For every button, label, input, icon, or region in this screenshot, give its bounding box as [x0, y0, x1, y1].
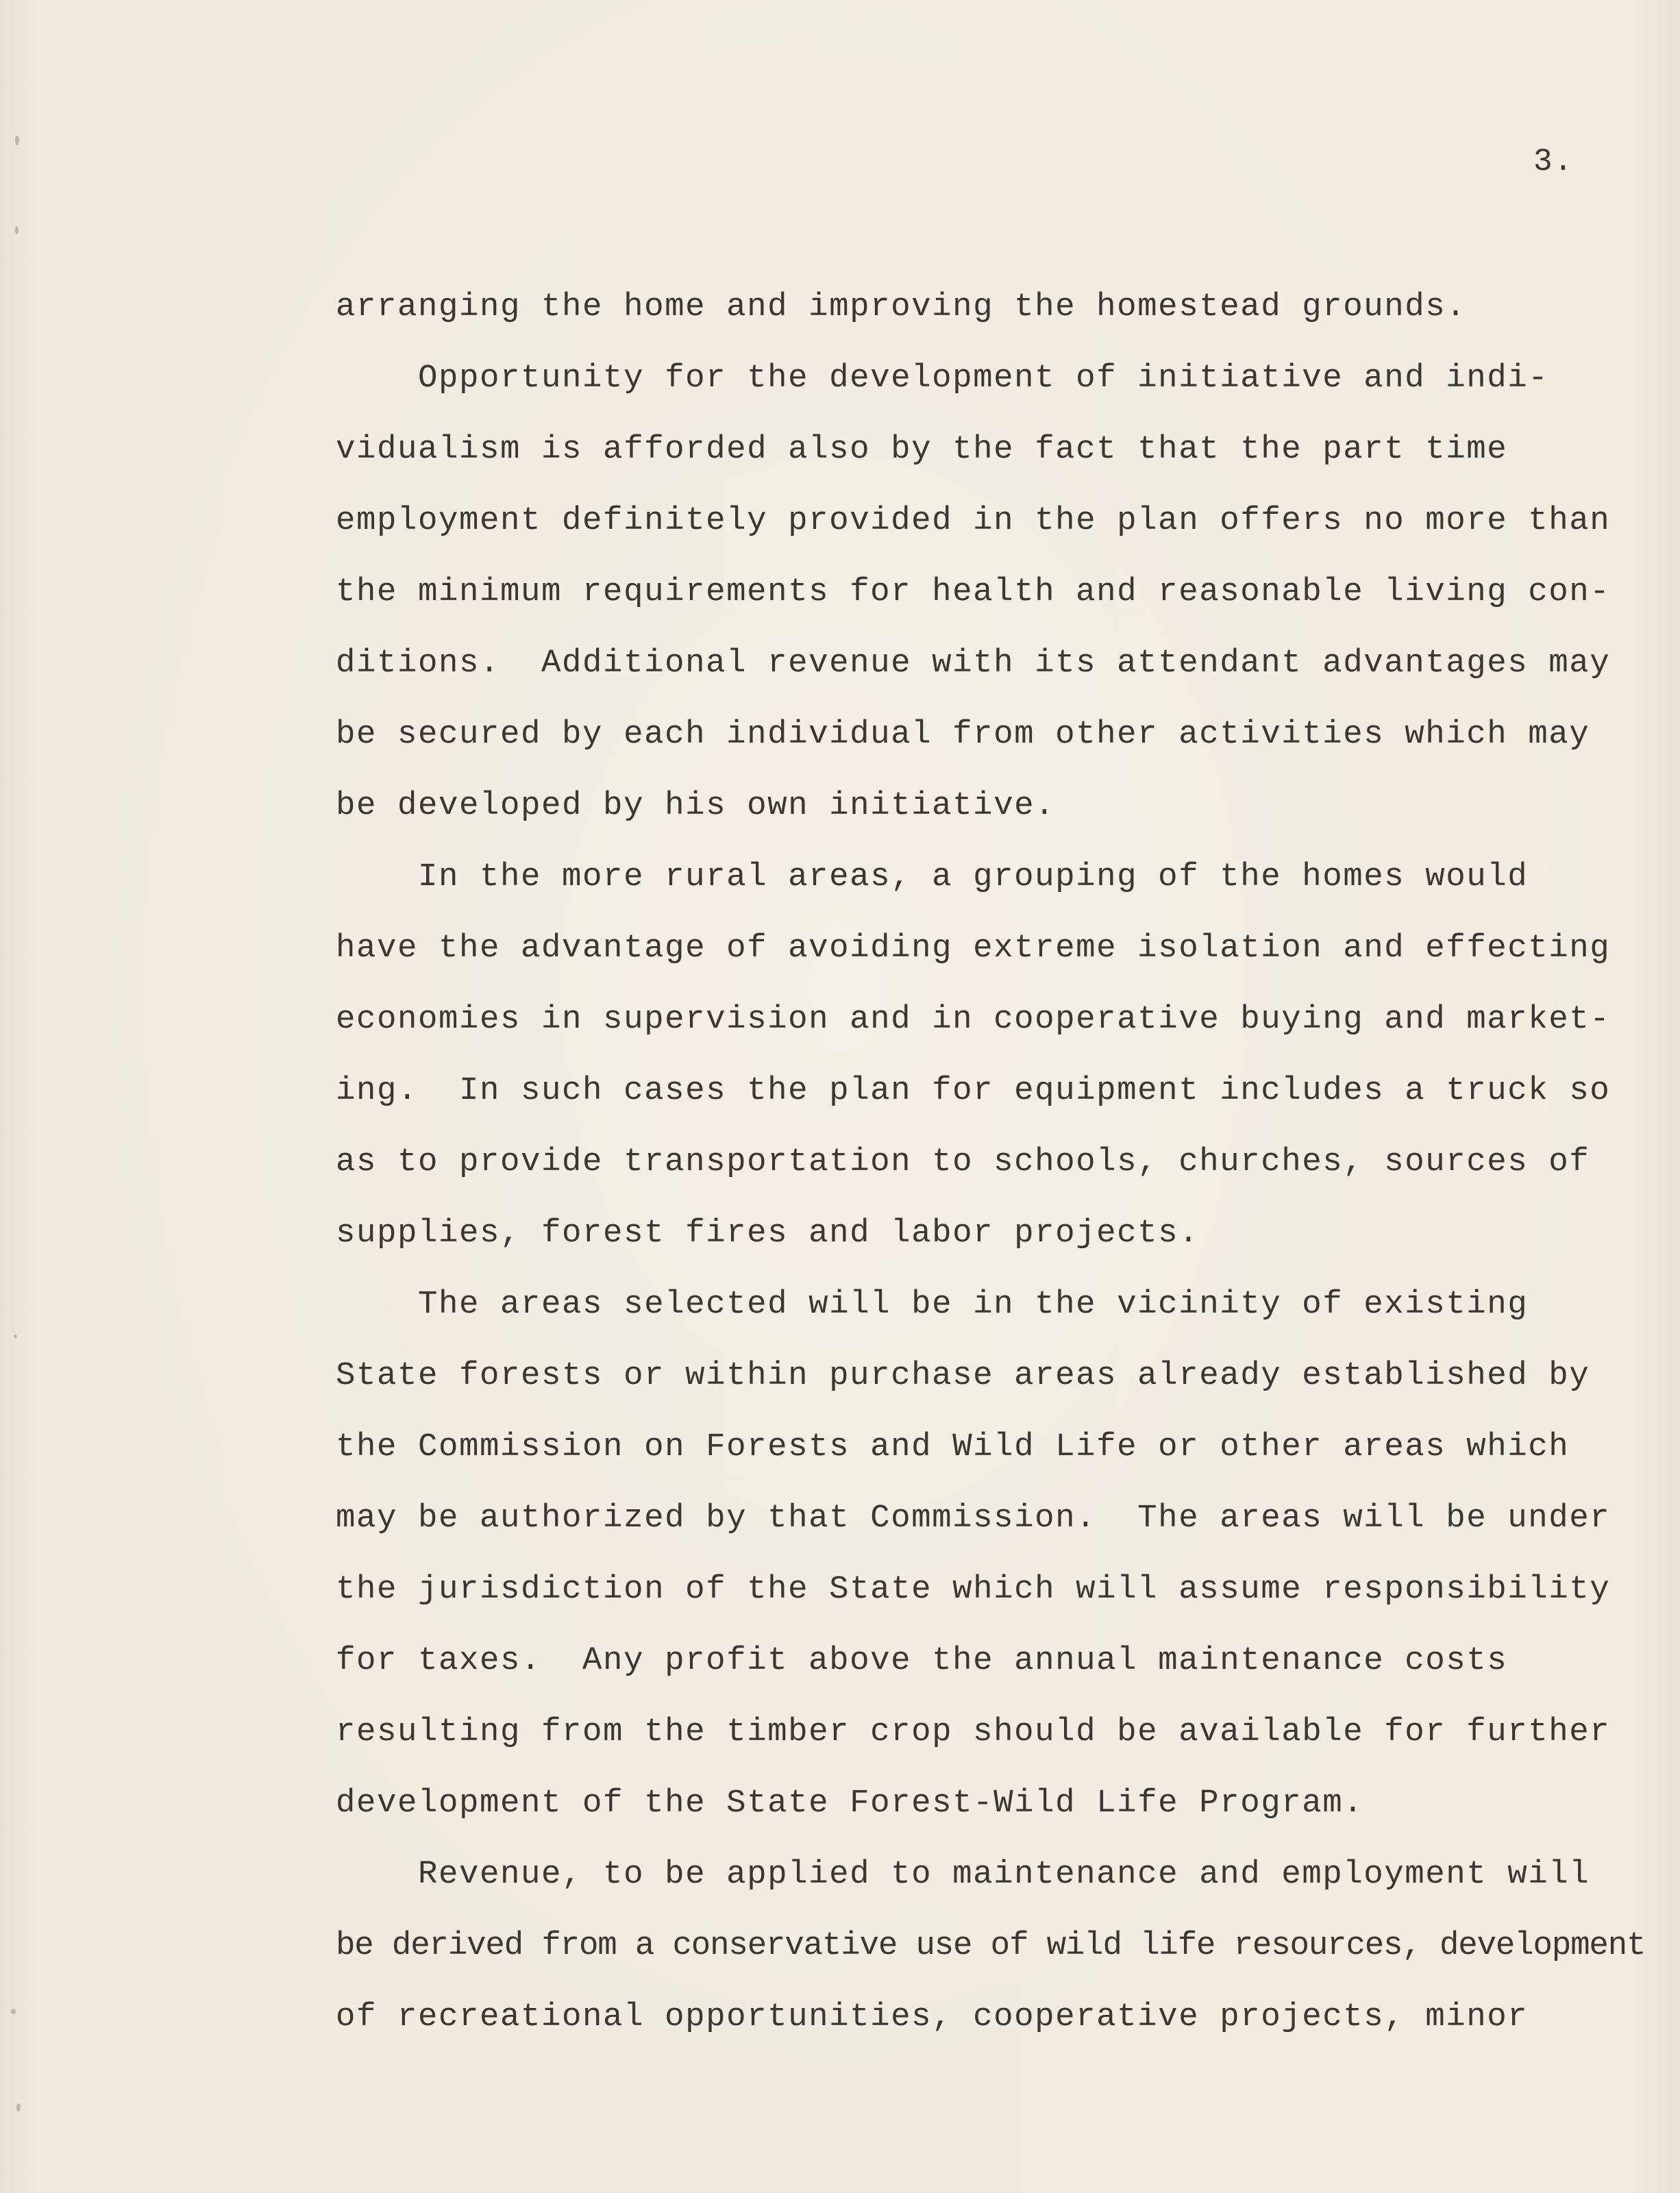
paper-blemish	[14, 1335, 17, 1338]
text-line: of recreational opportunities, cooperative projects, minor	[336, 1998, 1529, 2035]
paper-blemish	[16, 2103, 21, 2111]
text-line: the minimum requirements for health and reasonable living con-	[336, 573, 1611, 610]
text-line: ing. In such cases the plan for equipment includes a truck so	[336, 1072, 1611, 1109]
text-line: employment definitely provided in the plan offers no more than	[336, 502, 1611, 539]
text-line: supplies, forest fires and labor projects.	[336, 1215, 1200, 1252]
text-line: the jurisdiction of the State which will assume responsibility	[336, 1571, 1611, 1608]
text-line: Opportunity for the development of initiative and indi-	[336, 360, 1549, 397]
text-line: may be authorized by that Commission. The areas will be under	[336, 1500, 1611, 1537]
paper-blemish	[15, 226, 18, 234]
text-line: the Commission on Forests and Wild Life or other areas which	[336, 1428, 1570, 1465]
text-line: be secured by each individual from other activities which may	[336, 716, 1590, 753]
text-line: The areas selected will be in the vicinity of existing	[336, 1286, 1529, 1323]
text-line: be derived from a conservative use of wild life resources, development	[336, 1927, 1646, 1964]
text-line: vidualism is afforded also by the fact that the part time	[336, 431, 1508, 468]
text-line: In the more rural areas, a grouping of the homes would	[336, 858, 1529, 895]
text-line: resulting from the timber crop should be available for further	[336, 1713, 1611, 1750]
paper-blemish	[15, 136, 19, 145]
page-number: 3.	[1533, 144, 1574, 179]
text-line: development of the State Forest-Wild Life Program.	[336, 1785, 1364, 1822]
text-line: be developed by his own initiative.	[336, 787, 1056, 824]
text-line: economies in supervision and in cooperative buying and market-	[336, 1001, 1611, 1038]
text-line: Revenue, to be applied to maintenance and employment will	[336, 1856, 1590, 1893]
text-line: ditions. Additional revenue with its attendant advantages may	[336, 645, 1611, 682]
text-line: as to provide transportation to schools, churches, sources of	[336, 1143, 1590, 1180]
text-line: arranging the home and improving the homestead grounds.	[336, 288, 1467, 325]
text-line: State forests or within purchase areas already established by	[336, 1357, 1590, 1394]
text-line: for taxes. Any profit above the annual maintenance costs	[336, 1642, 1508, 1679]
text-line: have the advantage of avoiding extreme isolation and effecting	[336, 930, 1611, 967]
paper-blemish	[11, 2009, 16, 2014]
